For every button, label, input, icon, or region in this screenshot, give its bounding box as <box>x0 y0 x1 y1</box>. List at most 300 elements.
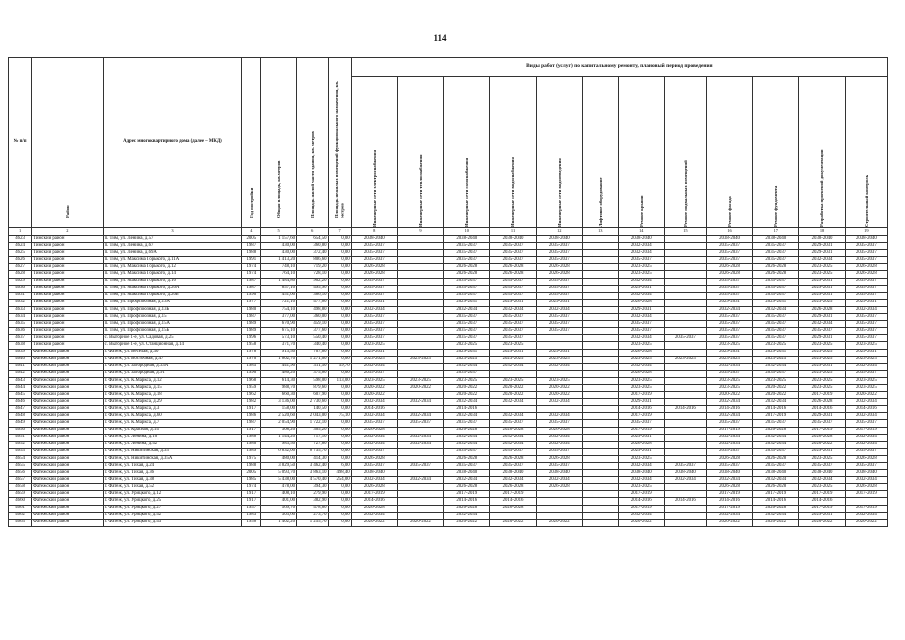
nonliving-area-cell: 0,00 <box>328 441 351 448</box>
work-period-cell <box>397 470 443 477</box>
table-body <box>9 236 888 527</box>
work-period-cell: 2038-2040 <box>706 236 752 243</box>
work-period-cell: 2020-2022 <box>845 392 887 399</box>
work-period-cell: 2029-2031 <box>799 243 845 250</box>
work-period-cell: 2035-2037 <box>490 463 536 470</box>
work-period-cell <box>582 377 618 384</box>
living-area-cell: 4 570,40 <box>297 477 329 484</box>
work-period-cell: 2029-2031 <box>799 314 845 321</box>
work-period-cell <box>582 455 618 462</box>
work-period-cell: 2026-2028 <box>618 299 664 306</box>
address-cell: п. Тим, ул. Ленина, д.69А <box>103 250 242 257</box>
living-area-cell: 2 043,00 <box>297 413 329 420</box>
work-period-cell <box>397 292 443 299</box>
work-period-cell: 2032-2034 <box>845 413 887 420</box>
work-period-cell: 2032-2034 <box>351 399 397 406</box>
work-period-cell <box>664 420 706 427</box>
address-cell: п. Тим, ул. Максима Горького, д.12 <box>103 264 242 271</box>
work-period-cell: 2032-2034 <box>490 441 536 448</box>
work-period-cell <box>397 314 443 321</box>
work-period-cell: 2017-2019 <box>618 427 664 434</box>
row-num-cell: 4652 <box>9 441 32 448</box>
work-period-cell: 2032-2034 <box>753 306 799 313</box>
address-cell: г. Фатеж, ул. К.Маркса, д.15 <box>103 384 242 391</box>
work-period-cell: 2020-2022 <box>351 519 397 526</box>
work-period-cell: 2035-2037 <box>706 257 752 264</box>
work-period-cell: 2020-2022 <box>351 384 397 391</box>
work-period-cell: 2020-2022 <box>753 519 799 526</box>
column-number: 10 <box>444 228 490 236</box>
work-period-cell: 2023-2025 <box>536 377 582 384</box>
work-period-cell: 2020-2022 <box>799 519 845 526</box>
work-period-cell <box>397 299 443 306</box>
row-num-cell: 4660 <box>9 498 32 505</box>
table-row <box>9 413 888 420</box>
work-period-cell: 2023-2025 <box>845 384 887 391</box>
work-period-cell: 2035-2037 <box>753 314 799 321</box>
work-period-cell <box>664 399 706 406</box>
work-period-cell: 2035-2037 <box>536 420 582 427</box>
work-period-cell: 2026-2028 <box>753 505 799 512</box>
work-period-cell: 2035-2037 <box>351 278 397 285</box>
work-period-cell: 2035-2037 <box>845 448 887 455</box>
district-cell: Фатежский район <box>32 463 103 470</box>
work-period-cell: 2026-2028 <box>753 271 799 278</box>
work-period-cell: 2035-2037 <box>753 321 799 328</box>
work-period-cell <box>582 321 618 328</box>
work-period-cell: 2035-2037 <box>799 420 845 427</box>
work-period-cell <box>397 306 443 313</box>
work-period-cell: 2026-2028 <box>536 271 582 278</box>
work-period-cell: 2020-2022 <box>706 392 752 399</box>
year-cell: 1917 <box>242 491 261 498</box>
work-period-cell: 2035-2037 <box>351 292 397 299</box>
table-row <box>9 434 888 441</box>
work-period-cell <box>582 370 618 377</box>
work-period-cell: 2035-2037 <box>536 463 582 470</box>
address-cell: г. Фатеж, ул. Ленина, д.42 <box>103 441 242 448</box>
work-period-cell: 2014-2016 <box>444 406 490 413</box>
living-area-cell: 377,60 <box>297 328 329 335</box>
work-period-cell: 2038-2040 <box>799 470 845 477</box>
address-cell: г. Фатеж, ул. Тихая, д.52 <box>103 484 242 491</box>
year-cell: 1987 <box>242 314 261 321</box>
nonliving-area-cell: 0,00 <box>328 498 351 505</box>
work-period-cell <box>536 406 582 413</box>
work-period-cell: 2035-2037 <box>351 328 397 335</box>
row-num-cell: 4661 <box>9 505 32 512</box>
living-area-cell: 477,60 <box>297 299 329 306</box>
work-period-cell <box>582 427 618 434</box>
work-period-cell: 2026-2028 <box>753 264 799 271</box>
total-area-cell: 486,20 <box>261 370 297 377</box>
work-period-cell: 2032-2034 <box>397 434 443 441</box>
work-period-cell: 2032-2034 <box>753 363 799 370</box>
work-period-cell: 2023-2025 <box>618 342 664 349</box>
year-cell: 1989 <box>242 321 261 328</box>
work-period-cell <box>397 406 443 413</box>
year-cell: 1974 <box>242 271 261 278</box>
row-num-cell: 4633 <box>9 306 32 313</box>
work-period-cell: 2032-2034 <box>845 512 887 519</box>
work-period-cell: 2014-2016 <box>618 498 664 505</box>
address-cell: г. Фатеж, ул. Никитинская, д.35А <box>103 455 242 462</box>
work-period-cell <box>664 384 706 391</box>
header-address: Адрес многоквартирного дома (далее – МКД) <box>103 58 242 228</box>
table-row <box>9 512 888 519</box>
work-period-cell: 2035-2037 <box>536 448 582 455</box>
work-period-cell: 2023-2025 <box>753 377 799 384</box>
work-period-cell: 2038-2040 <box>706 470 752 477</box>
work-period-cell: 2035-2037 <box>536 285 582 292</box>
district-cell: Тимский район <box>32 306 103 313</box>
work-period-cell: 2035-2037 <box>444 321 490 328</box>
district-cell: Фатежский район <box>32 420 103 427</box>
table-row <box>9 257 888 264</box>
header-work: Лифтовое оборудование <box>582 77 618 228</box>
column-number: 13 <box>582 228 618 236</box>
total-area-cell: 308,20 <box>261 427 297 434</box>
work-period-cell <box>664 484 706 491</box>
work-period-cell <box>664 342 706 349</box>
nonliving-area-cell: 0,00 <box>328 427 351 434</box>
table-row <box>9 349 888 356</box>
work-period-cell: 2032-2034 <box>845 477 887 484</box>
work-period-cell: 2032-2034 <box>706 441 752 448</box>
work-period-cell: 2038-2040 <box>490 470 536 477</box>
work-period-cell: 2029-2031 <box>753 349 799 356</box>
district-cell: Тимский район <box>32 243 103 250</box>
nonliving-area-cell: 0,00 <box>328 299 351 306</box>
work-period-cell: 2026-2028 <box>351 264 397 271</box>
work-period-cell: 2017-2019 <box>706 427 752 434</box>
address-cell: г. Фатеж, ул. Загородная, д.91 <box>103 370 242 377</box>
address-cell: г. Фатеж, ул. К.Маркса, д.12 <box>103 377 242 384</box>
work-period-cell: 2032-2034 <box>618 278 664 285</box>
work-period-cell: 2032-2034 <box>706 399 752 406</box>
work-period-cell: 2035-2037 <box>444 328 490 335</box>
column-number: 16 <box>706 228 752 236</box>
table-row <box>9 441 888 448</box>
header-work: Ремонт крыши <box>618 77 664 228</box>
work-period-cell: 2026-2028 <box>799 434 845 441</box>
work-period-cell: 2035-2037 <box>753 292 799 299</box>
work-period-cell <box>582 328 618 335</box>
work-period-cell <box>397 392 443 399</box>
year-cell: 2005 <box>242 236 261 243</box>
work-period-cell <box>582 285 618 292</box>
work-period-cell: 2032-2034 <box>490 477 536 484</box>
living-area-cell: 550,40 <box>297 335 329 342</box>
work-period-cell: 2032-2034 <box>845 399 887 406</box>
district-cell: Фатежский район <box>32 406 103 413</box>
work-period-cell: 2035-2037 <box>490 328 536 335</box>
work-period-cell: 2029-2031 <box>351 299 397 306</box>
district-cell: Тимский район <box>32 342 103 349</box>
work-period-cell <box>664 328 706 335</box>
work-period-cell: 2032-2034 <box>351 306 397 313</box>
work-period-cell: 2035-2037 <box>753 463 799 470</box>
work-period-cell: 2023-2025 <box>799 455 845 462</box>
work-period-cell: 2035-2037 <box>444 250 490 257</box>
total-area-cell: 3 829,50 <box>261 463 297 470</box>
work-period-cell: 2035-2037 <box>845 370 887 377</box>
living-area-cell: 360,80 <box>297 243 329 250</box>
work-period-cell <box>582 299 618 306</box>
living-area-cell: 394,30 <box>297 484 329 491</box>
living-area-cell: 2 730,60 <box>297 399 329 406</box>
district-cell: Тимский район <box>32 299 103 306</box>
work-period-cell: 2029-2031 <box>490 349 536 356</box>
row-num-cell: 4639 <box>9 349 32 356</box>
work-period-cell: 2017-2019 <box>351 491 397 498</box>
work-period-cell: 2023-2025 <box>351 342 397 349</box>
total-area-cell: 569,70 <box>261 505 297 512</box>
work-period-cell: 2014-2016 <box>490 498 536 505</box>
year-cell: 1983 <box>242 512 261 519</box>
work-period-cell: 2029-2031 <box>444 299 490 306</box>
work-period-cell: 2029-2031 <box>618 448 664 455</box>
work-period-cell <box>397 335 443 342</box>
living-area-cell: 598,00 <box>297 377 329 384</box>
work-period-cell <box>664 363 706 370</box>
work-period-cell: 2029-2031 <box>618 285 664 292</box>
work-period-cell: 2035-2037 <box>536 328 582 335</box>
work-period-cell: 2035-2037 <box>490 292 536 299</box>
work-period-cell: 2032-2034 <box>845 441 887 448</box>
work-period-cell: 2029-2031 <box>799 363 845 370</box>
row-num-cell: 4643 <box>9 377 32 384</box>
work-period-cell: 2038-2040 <box>664 470 706 477</box>
year-cell: 1988 <box>242 463 261 470</box>
total-area-cell: 430,00 <box>261 243 297 250</box>
header-work: Инженерные сети электроснабжения <box>351 77 397 228</box>
work-period-cell: 2035-2037 <box>618 420 664 427</box>
address-cell: п. Тим, ул. Максима Горького, д.14 <box>103 271 242 278</box>
total-area-cell: 6 832,00 <box>261 448 297 455</box>
work-period-cell <box>397 370 443 377</box>
work-period-cell: 2035-2037 <box>490 321 536 328</box>
table-row <box>9 370 888 377</box>
district-cell: Фатежский район <box>32 470 103 477</box>
district-cell: Фатежский район <box>32 370 103 377</box>
work-period-cell: 2023-2025 <box>618 264 664 271</box>
work-period-cell: 2035-2037 <box>706 420 752 427</box>
work-period-cell <box>664 519 706 526</box>
work-period-cell: 2032-2034 <box>753 399 799 406</box>
address-cell: г. Фатеж, ул. К.Маркса, д.3 <box>103 406 242 413</box>
work-period-cell: 2017-2019 <box>845 491 887 498</box>
work-period-cell: 2032-2034 <box>490 399 536 406</box>
table-row <box>9 477 888 484</box>
work-period-cell: 2023-2025 <box>664 356 706 363</box>
table-row <box>9 455 888 462</box>
total-area-cell: 675,10 <box>261 328 297 335</box>
work-period-cell: 2017-2019 <box>845 505 887 512</box>
header-work: Разработка проектной документации <box>799 77 845 228</box>
work-period-cell: 2032-2034 <box>706 413 752 420</box>
work-period-cell: 2020-2022 <box>845 519 887 526</box>
work-period-cell: 2035-2037 <box>845 335 887 342</box>
work-period-cell: 2026-2028 <box>618 349 664 356</box>
address-cell: с. Выгорное 1-е, ул. Садовая, д.25 <box>103 335 242 342</box>
table-row <box>9 264 888 271</box>
district-cell: Тимский район <box>32 314 103 321</box>
work-period-cell: 2035-2037 <box>706 285 752 292</box>
work-period-cell: 2032-2034 <box>490 363 536 370</box>
header-work: Ремонт фасада <box>706 77 752 228</box>
work-period-cell <box>582 292 618 299</box>
work-period-cell: 2035-2037 <box>706 250 752 257</box>
work-period-cell: 2026-2028 <box>490 455 536 462</box>
total-area-cell: 1 402,20 <box>261 519 297 526</box>
work-period-cell <box>490 370 536 377</box>
nonliving-area-cell: 0,00 <box>328 349 351 356</box>
work-period-cell: 2035-2037 <box>845 250 887 257</box>
header-work: Инженерные сети водоснабжения <box>490 77 536 228</box>
work-period-cell <box>397 363 443 370</box>
work-period-cell: 2023-2025 <box>444 342 490 349</box>
work-period-cell: 2032-2034 <box>490 413 536 420</box>
table-row <box>9 384 888 391</box>
nonliving-area-cell: 0,00 <box>328 321 351 328</box>
work-period-cell: 2014-2016 <box>664 498 706 505</box>
work-period-cell: 2035-2037 <box>351 370 397 377</box>
work-period-cell: 2035-2037 <box>845 278 887 285</box>
row-num-cell: 4642 <box>9 370 32 377</box>
table-row <box>9 377 888 384</box>
table-row <box>9 448 888 455</box>
year-cell: 1996 <box>242 335 261 342</box>
nonliving-area-cell: 254,00 <box>328 477 351 484</box>
table-row <box>9 505 888 512</box>
work-period-cell: 2035-2037 <box>444 278 490 285</box>
year-cell: 1989 <box>242 328 261 335</box>
work-period-cell <box>536 512 582 519</box>
year-cell: 1974 <box>242 264 261 271</box>
work-period-cell <box>490 512 536 519</box>
work-period-cell: 2035-2037 <box>490 285 536 292</box>
table-row <box>9 285 888 292</box>
address-cell: п. Тим, ул. Ленина, д.57 <box>103 236 242 243</box>
row-num-cell: 4644 <box>9 384 32 391</box>
total-area-cell: 721,10 <box>261 299 297 306</box>
work-period-cell <box>664 455 706 462</box>
district-cell: Фатежский район <box>32 377 103 384</box>
table-row <box>9 236 888 243</box>
row-num-cell: 4629 <box>9 278 32 285</box>
nonliving-area-cell: 0,00 <box>328 448 351 455</box>
column-number: 1 <box>9 228 32 236</box>
address-cell: с. Выгорное 1-е, ул. Станционная, д.14 <box>103 342 242 349</box>
row-num-cell: 4638 <box>9 342 32 349</box>
work-period-cell: 2017-2019 <box>799 392 845 399</box>
total-area-cell: 480,00 <box>261 455 297 462</box>
row-num-cell: 4651 <box>9 434 32 441</box>
work-period-cell: 2023-2025 <box>397 356 443 363</box>
work-period-cell: 2035-2037 <box>490 448 536 455</box>
district-cell: Фатежский район <box>32 519 103 526</box>
work-period-cell: 2029-2031 <box>845 349 887 356</box>
work-period-cell <box>664 413 706 420</box>
address-cell: г. Фатеж, ул. Тихая, д.36 <box>103 470 242 477</box>
work-period-cell <box>664 505 706 512</box>
work-period-cell: 2026-2028 <box>490 484 536 491</box>
table-row <box>9 392 888 399</box>
living-area-cell: 360,00 <box>297 314 329 321</box>
row-num-cell: 4624 <box>9 243 32 250</box>
work-period-cell <box>582 314 618 321</box>
table-row <box>9 250 888 257</box>
district-cell: Фатежский район <box>32 384 103 391</box>
work-period-cell: 2038-2040 <box>444 236 490 243</box>
work-period-cell <box>582 257 618 264</box>
work-period-cell: 2035-2037 <box>706 243 752 250</box>
work-period-cell <box>582 420 618 427</box>
work-period-cell: 2032-2034 <box>706 477 752 484</box>
work-period-cell: 2026-2028 <box>351 427 397 434</box>
work-period-cell: 2020-2022 <box>799 441 845 448</box>
work-period-cell <box>664 236 706 243</box>
work-period-cell: 2026-2028 <box>490 505 536 512</box>
work-period-cell: 2026-2028 <box>490 271 536 278</box>
year-cell: 1978 <box>242 349 261 356</box>
work-period-cell: 2029-2031 <box>799 512 845 519</box>
work-period-cell: 2023-2025 <box>536 356 582 363</box>
work-period-cell: 2035-2037 <box>618 328 664 335</box>
work-period-cell: 2026-2028 <box>444 271 490 278</box>
district-cell: Фатежский район <box>32 434 103 441</box>
work-period-cell: 2020-2022 <box>618 519 664 526</box>
work-period-cell <box>582 356 618 363</box>
work-period-cell: 2035-2037 <box>845 314 887 321</box>
work-period-cell: 2035-2037 <box>351 420 397 427</box>
work-period-cell: 2029-2031 <box>799 285 845 292</box>
work-period-cell: 2035-2037 <box>753 285 799 292</box>
work-period-cell: 2020-2022 <box>444 384 490 391</box>
row-num-cell: 4637 <box>9 335 32 342</box>
work-period-cell: 2035-2037 <box>490 335 536 342</box>
living-area-cell: 1 255,70 <box>297 519 329 526</box>
total-area-cell: 451,00 <box>261 292 297 299</box>
work-period-cell: 2029-2031 <box>799 278 845 285</box>
column-number: 2 <box>32 228 103 236</box>
table-header <box>9 58 888 236</box>
work-period-cell: 2035-2037 <box>351 321 397 328</box>
address-cell: г. Фатеж, ул. К.Маркса, д.29 <box>103 399 242 406</box>
work-period-cell: 2023-2025 <box>845 377 887 384</box>
work-period-cell <box>664 377 706 384</box>
living-area-cell: 478,80 <box>297 505 329 512</box>
work-period-cell: 2035-2037 <box>753 328 799 335</box>
work-period-cell <box>664 292 706 299</box>
work-period-cell <box>582 278 618 285</box>
work-period-cell: 2014-2016 <box>753 406 799 413</box>
work-period-cell: 2020-2022 <box>536 519 582 526</box>
total-area-cell: 3 136,00 <box>261 399 297 406</box>
header-work: Инженерные сети водоотведения <box>536 77 582 228</box>
work-period-cell <box>582 519 618 526</box>
work-period-cell: 2032-2034 <box>753 477 799 484</box>
work-period-cell <box>845 498 887 505</box>
year-cell: 1962 <box>242 392 261 399</box>
living-area-cell: 414,30 <box>297 455 329 462</box>
living-area-cell: 806,60 <box>297 257 329 264</box>
work-period-cell: 2032-2034 <box>618 292 664 299</box>
work-period-cell: 2038-2040 <box>444 470 490 477</box>
year-cell: 1987 <box>242 278 261 285</box>
work-period-cell: 2035-2037 <box>444 292 490 299</box>
